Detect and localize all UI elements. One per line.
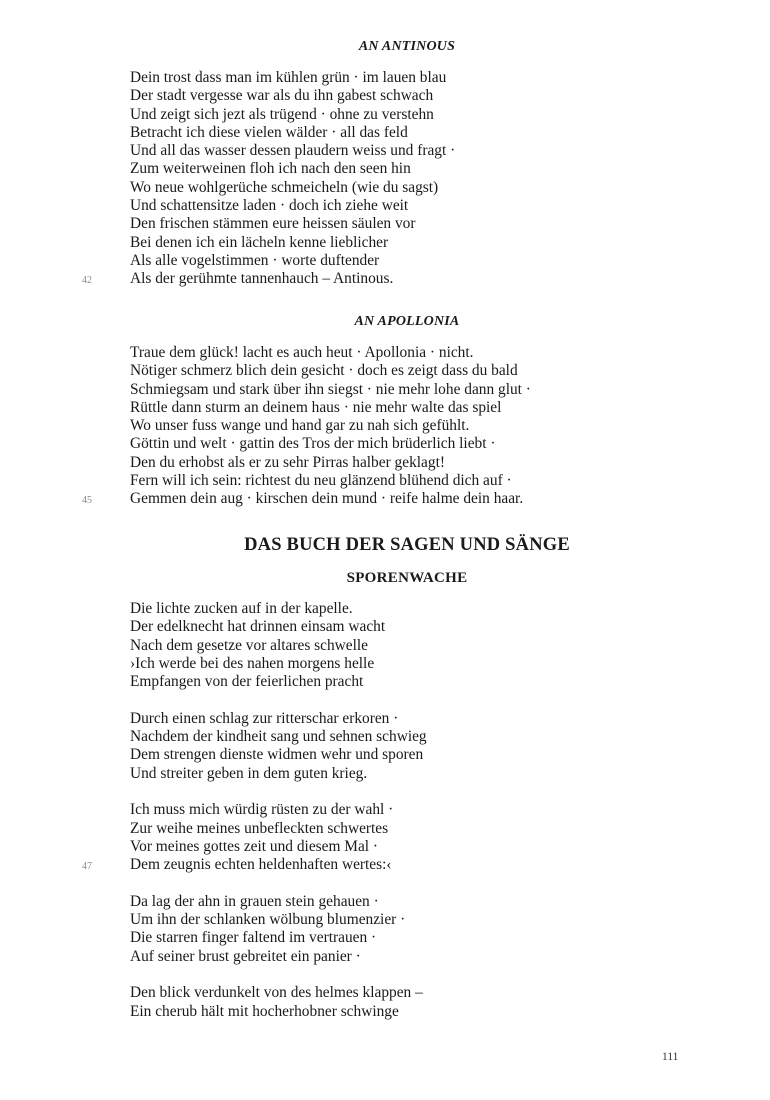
verse-line: Und zeigt sich jezt als trügend · ohne zu verstehn: [130, 105, 434, 123]
stanza-gap: [130, 966, 730, 984]
verse-line: Vor meines gottes zeit und diesem Mal ·: [130, 837, 379, 855]
verse-line: Um ihn der schlanken wölbung blumenzier ·: [130, 911, 406, 929]
line-number: 47: [82, 861, 92, 872]
verse-line: Gemmen dein aug · kirschen dein mund · reife halme dein haar.: [130, 490, 524, 508]
verse-line: ›Ich werde bei des nahen morgens helle: [130, 654, 375, 672]
verse-line: Zur weihe meines unbefleckten schwertes: [130, 819, 389, 837]
verse-line: Auf seiner brust gebreitet ein panier ·: [130, 947, 361, 965]
poem-title-apollonia: AN APOLLONIA: [354, 314, 460, 329]
verse-line: Die lichte zucken auf in der kapelle.: [130, 600, 353, 617]
verse-line: Der stadt vergesse war als du ihn gabest schwach: [130, 87, 434, 105]
verse-line: Dein trost dass man im kühlen grün · im lauen blau: [130, 69, 447, 86]
verse-line: Als der gerühmte tannenhauch – Antinous.: [130, 270, 394, 288]
verse-line: Dem zeugnis echten heldenhaften wertes:‹: [130, 856, 392, 874]
verse-line: Den du erhobst als er zu sehr Pirras halber geklagt!: [130, 453, 445, 471]
verse-line: Fern will ich sein: richtest du neu glänzend blühend dich auf ·: [130, 472, 512, 490]
poem-antinous: [130, 69, 730, 289]
verse-line: Und streiter geben in dem guten krieg.: [130, 764, 368, 782]
verse-line: Ein cherub hält mit hocherhobner schwinge: [130, 1002, 399, 1020]
page-number: 111: [662, 1051, 679, 1063]
verse-line: Da lag der ahn in grauen stein gehauen ·: [130, 892, 379, 910]
verse-line: Empfangen von der feierlichen pracht: [130, 673, 364, 691]
verse-line: Nachdem der kindheit sang und sehnen schwieg: [130, 728, 427, 746]
verse-line: Durch einen schlag zur ritterschar erkoren ·: [130, 709, 399, 727]
verse-line: Traue dem glück! lacht es auch heut · Apollonia · nicht.: [130, 344, 474, 361]
verse-line: Göttin und welt · gattin des Tros der mich brüderlich liebt ·: [130, 435, 496, 453]
verse-line: Die starren finger faltend im vertrauen ·: [130, 929, 377, 947]
verse-line: Wo unser fuss wange und hand gar zu nah sich gefühlt.: [130, 417, 470, 435]
verse-line: Den blick verdunkelt von des helmes klappen –: [130, 984, 423, 1002]
line-number: 42: [82, 275, 92, 286]
poem-sporenwache: [130, 600, 730, 1021]
verse-line: Den frischen stämmen eure heissen säulen vor: [130, 215, 416, 233]
verse-line: Wo neue wohlgerüche schmeicheln (wie du sagst): [130, 178, 439, 196]
line-number: 45: [82, 495, 92, 506]
stanza-gap: [130, 691, 730, 709]
verse-line: Und all das wasser dessen plaudern weiss und fragt ·: [130, 142, 456, 160]
verse-line: Rüttle dann sturm an deinem haus · nie mehr walte das spiel: [130, 398, 502, 416]
book-title: DAS BUCH DER SAGEN UND SÄNGE: [244, 535, 570, 555]
poem-title-sporenwache: SPORENWACHE: [346, 570, 468, 586]
verse-line: Betracht ich diese vielen wälder · all das feld: [130, 123, 408, 141]
stanza-gap: [130, 874, 730, 892]
stanza-gap: [130, 783, 730, 801]
verse-line: Schmiegsam und stark über ihn siegst · nie mehr lohe dann glut ·: [130, 380, 531, 398]
verse-line: Zum weiterweinen floh ich nach den seen hin: [130, 160, 411, 178]
verse-line: Der edelknecht hat drinnen einsam wacht: [130, 618, 386, 636]
verse-line: Dem strengen dienste widmen wehr und sporen: [130, 746, 424, 764]
verse-line: Als alle vogelstimmen · worte duftender: [130, 251, 380, 269]
verse-line: Ich muss mich würdig rüsten zu der wahl ·: [130, 801, 394, 819]
verse-line: Nötiger schmerz blich dein gesicht · doch es zeigt dass du bald: [130, 362, 518, 380]
verse-line: Und schattensitze laden · doch ich ziehe weit: [130, 197, 409, 215]
poem-title-antinous: AN ANTINOUS: [358, 39, 456, 54]
poem-apollonia: [130, 344, 730, 509]
verse-line: Bei denen ich ein lächeln kenne lieblicher: [130, 233, 389, 251]
verse-line: Nach dem gesetze vor altares schwelle: [130, 636, 369, 654]
